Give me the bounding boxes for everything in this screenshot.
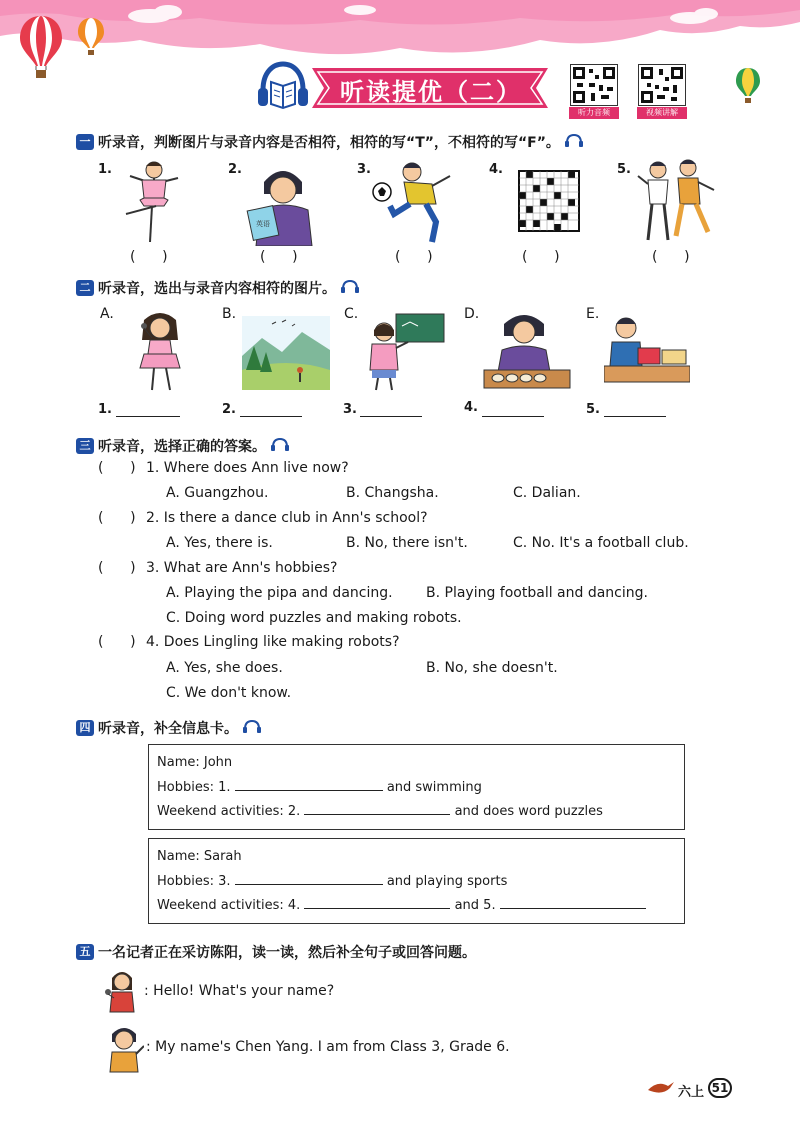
card-weekend-row [157,897,646,913]
hiking-landscape-picture [242,316,330,390]
hot-air-balloon-icon [734,66,762,108]
headphones-icon [564,133,584,151]
answer-blank[interactable] [240,416,302,417]
picture-letter: A. [100,306,114,322]
boy-making-dumplings-picture [482,310,572,392]
section-3-marker: 三 [76,438,94,454]
card-name: Name: Sarah [157,849,242,864]
answer-paren[interactable]: ( ) [395,249,433,265]
card-weekend-label: Weekend activities: 4. [157,898,301,913]
option-c[interactable]: C. No. It's a football club. [513,535,689,551]
card-hobbies-suffix: and playing sports [386,874,508,889]
picture-letter: E. [586,306,600,322]
hot-air-balloon-icon [76,16,106,60]
answer-number: 3. [343,402,357,417]
question-paren[interactable]: ( ) [98,560,136,576]
answer-blank[interactable] [116,416,180,417]
answer-number: 5. [586,402,600,417]
dialogue-line-reporter: : Hello! What's your name? [144,983,335,999]
dialogue-line-chen-yang: : My name's Chen Yang. I am from Class 3, Grade 6. [146,1039,510,1055]
crossword-puzzle-picture [518,170,580,232]
qr-label-audio: 听力音频 [569,107,619,119]
option-c[interactable]: C. Doing word puzzles and making robots. [166,610,462,626]
top-decoration [0,0,800,70]
item-number: 5. [617,162,631,177]
section-1-heading [76,132,584,152]
section-2-marker: 二 [76,280,94,296]
section-2-instruction: 听录音，选出与录音内容相符的图片。 [98,281,336,297]
section-4-instruction: 听录音，补全信息卡。 [98,721,238,737]
answer-number: 1. [98,402,112,417]
reporter-avatar [104,968,140,1016]
boy-kicking-football-picture [370,158,456,246]
answer-blank[interactable] [235,873,383,885]
info-card-sarah [148,838,685,924]
card-hobbies-row [157,873,507,889]
answer-blank[interactable] [360,416,422,417]
option-a[interactable]: A. Yes, there is. [166,535,273,551]
option-b[interactable]: B. Changsha. [346,485,439,501]
chen-yang-avatar [104,1024,144,1074]
section-2-heading [76,278,360,298]
answer-paren[interactable]: ( ) [652,249,690,265]
section-3-instruction: 听录音，选择正确的答案。 [98,439,266,455]
card-weekend-mid: and 5. [454,898,496,913]
page-number: 51 [708,1078,732,1098]
option-a[interactable]: A. Playing the pipa and dancing. [166,585,393,601]
section-1-instruction: 听录音，判断图片与录音内容是否相符，相符的写“T”，不相符的写“F”。 [98,135,560,151]
boy-reading-book-picture [246,160,320,246]
section-3-heading [76,436,290,456]
section-5-heading [76,942,476,962]
card-weekend-suffix: and does word puzzles [454,804,603,819]
qr-label-video: 视频讲解 [637,107,687,119]
info-card-john [148,744,685,830]
kids-kung-fu-picture [636,156,716,244]
answer-blank[interactable] [304,803,450,815]
option-c[interactable]: C. We don't know. [166,685,292,701]
section-5-instruction: 一名记者正在采访陈阳，读一读，然后补全句子或回答问题。 [98,945,476,961]
section-1-marker: 一 [76,134,94,150]
answer-number: 4. [464,400,478,415]
section-5-marker: 五 [76,944,94,960]
qr-code-audio[interactable] [570,64,618,106]
item-number: 1. [98,162,112,177]
bird-icon [646,1078,676,1096]
item-number: 3. [357,162,371,177]
item-number: 2. [228,162,242,177]
answer-blank[interactable] [500,897,646,909]
question-paren[interactable]: ( ) [98,510,136,526]
card-hobbies-label: Hobbies: 1. [157,780,231,795]
boy-reading-at-desk-picture [604,310,690,386]
option-b[interactable]: B. No, she doesn't. [426,660,558,676]
headphones-icon [242,719,262,737]
qr-code-video[interactable] [638,64,686,106]
answer-number: 2. [222,402,236,417]
card-hobbies-row [157,779,482,795]
girl-singing-picture [130,310,190,392]
ballet-girl-picture [118,158,188,246]
option-a[interactable]: A. Guangzhou. [166,485,269,501]
option-b[interactable]: B. No, there isn't. [346,535,468,551]
teacher-picture [362,312,446,392]
question-text: 2. Is there a dance club in Ann's school? [146,510,428,526]
svg-text:英语: 英语 [256,220,270,228]
option-a[interactable]: A. Yes, she does. [166,660,283,676]
question-text: 4. Does Lingling like making robots? [146,634,400,650]
footer-grade: 六上 [678,1085,705,1100]
answer-blank[interactable] [604,416,666,417]
headphones-icon [270,437,290,455]
question-paren[interactable]: ( ) [98,460,136,476]
answer-blank[interactable] [235,779,383,791]
question-paren[interactable]: ( ) [98,634,136,650]
picture-letter: B. [222,306,237,322]
question-text: 3. What are Ann's hobbies? [146,560,338,576]
answer-blank[interactable] [482,416,544,417]
option-b[interactable]: B. Playing football and dancing. [426,585,648,601]
picture-letter: C. [344,306,359,322]
question-text: 1. Where does Ann live now? [146,460,349,476]
answer-paren[interactable]: ( ) [130,249,168,265]
card-weekend-row [157,803,603,819]
picture-letter: D. [464,306,480,322]
answer-paren[interactable]: ( ) [522,249,560,265]
section-4-marker: 四 [76,720,94,736]
answer-paren[interactable]: ( ) [260,249,298,265]
headphones-icon [340,279,360,297]
answer-blank[interactable] [304,897,450,909]
option-c[interactable]: C. Dalian. [513,485,581,501]
section-4-heading [76,718,262,738]
headphones-book-icon [255,60,311,116]
page-title: 听读提优（二） [340,78,522,106]
hot-air-balloon-icon [18,14,64,84]
item-number: 4. [489,162,503,177]
card-name: Name: John [157,755,233,770]
card-hobbies-suffix: and swimming [386,780,482,795]
card-hobbies-label: Hobbies: 3. [157,874,231,889]
card-weekend-label: Weekend activities: 2. [157,804,301,819]
